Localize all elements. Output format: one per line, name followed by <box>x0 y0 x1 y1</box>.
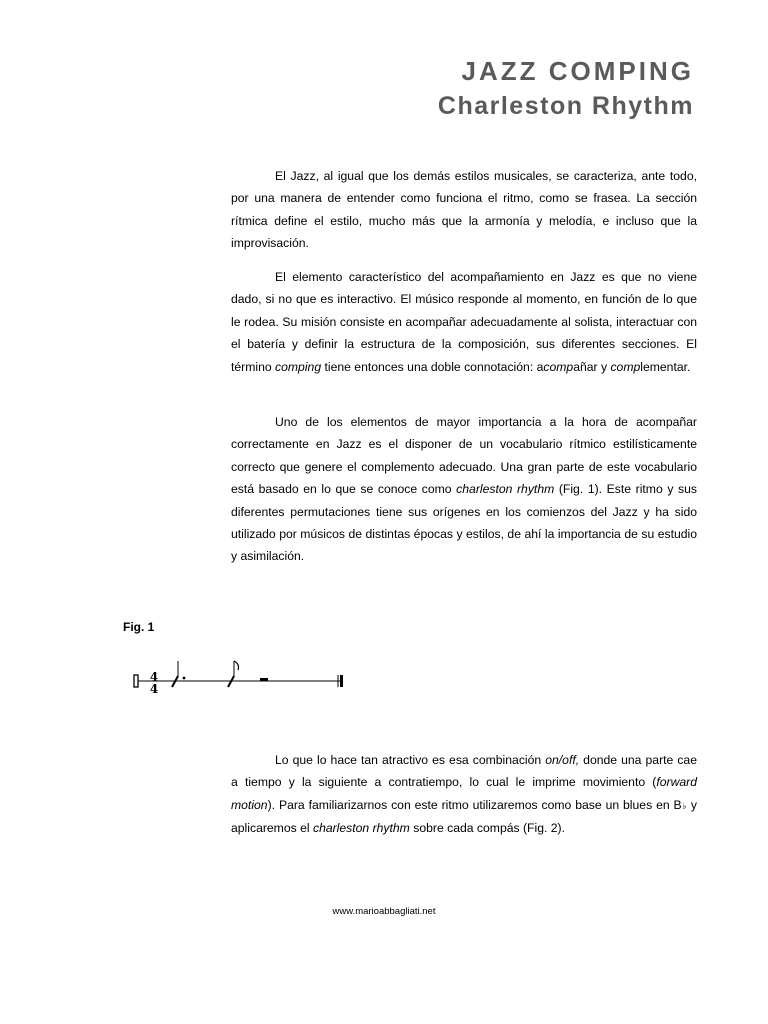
italic-term: forward motion <box>231 775 697 812</box>
italic-term: comping <box>275 359 322 374</box>
italic-term: charleston rhythm <box>456 482 555 497</box>
text-run: añar y <box>573 359 611 374</box>
text-run: (Fig. 1). Este ritmo y sus diferentes permutaciones tiene sus orígenes en los comienzos del Jazz y ha sido utilizado por músicos de distintas épocas y estilos, de ahí la importancia de su estudio y asimilación. <box>231 482 697 564</box>
text-run: sobre cada compás (Fig. 2). <box>409 821 565 836</box>
text-run: Uno de los elementos de mayor importancia a la hora de acompañar correctamente en Jazz es el disponer de un vocabulario rítmico estilísticamente correcto que genere el complemento adecuado. Una gran parte de este vocabulario está basado en lo que se conoce como <box>231 415 697 497</box>
rhythm-notation-figure <box>128 660 350 706</box>
italic-term: comp <box>610 359 641 374</box>
paragraph-accompaniment <box>231 266 697 378</box>
paragraph-vocabulary <box>231 411 697 568</box>
time-signature-bottom: 4 <box>149 682 159 696</box>
figure-label: Fig. 1 <box>123 620 155 634</box>
page-subtitle: Charleston Rhythm <box>437 92 694 120</box>
text-run: donde una parte cae a tiempo y la siguiente a contratiempo, lo cual le imprime movimiento ( <box>231 753 697 790</box>
eighth-slash-note <box>228 661 239 687</box>
text-run: lementar. <box>640 359 691 374</box>
flat-symbol: ♭ <box>681 800 687 811</box>
italic-term: on/off, <box>545 753 580 767</box>
percussion-clef <box>134 675 138 687</box>
text-run: tiene entonces una doble connotación: a <box>321 359 544 374</box>
italic-term: comp <box>543 359 574 374</box>
paragraph-on-off <box>231 749 697 840</box>
text-run: Lo que lo hace tan atractivo es esa combinación <box>275 753 546 767</box>
paragraph-intro: El Jazz, al igual que los demás estilos musicales, se caracteriza, ante todo, por una manera de entender como funciona el ritmo, como se frasea. La sección rítmica define el estilo, mucho más que la armonía y melodía, e incluso que la improvisación. <box>231 169 697 251</box>
italic-term: charleston rhythm <box>312 821 410 836</box>
time-signature-top: 4 <box>149 670 159 684</box>
text-run: y aplicaremos el <box>231 797 697 836</box>
text-run: El elemento característico del acompañamiento en Jazz es que no viene dado, si no que es interactivo. El músico responde al momento, en función de lo que le rodea. Su misión consiste en acompañar adecuadamente al solista, interactuar con el batería y definir la estructura de la composición, sus diferentes secciones. El término <box>231 270 697 374</box>
page-title: JAZZ COMPING <box>461 56 694 86</box>
dotted-quarter-slash-note <box>172 661 185 687</box>
footer-url: www.marioabbagliati.net <box>332 906 436 917</box>
half-rest <box>260 678 268 681</box>
text-run: ). Para familiarizarnos con este ritmo utilizaremos como base un blues en B <box>267 797 682 812</box>
